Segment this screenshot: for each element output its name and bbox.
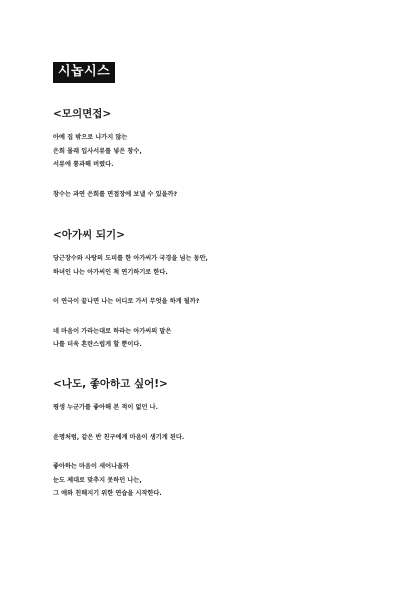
paragraph [53,460,373,501]
text-line: 눈도 제대로 맞추지 못하던 나는, [53,476,142,484]
paragraph [53,431,373,445]
section-becoming-lady [53,229,373,368]
text-line: 당근장수와 사랑의 도피를 한 아가씨가 국경을 넘는 동안, [53,255,208,262]
text-line: 서류에 통과해 버렸다. [53,161,114,168]
paragraph [53,401,373,415]
paragraph [53,131,373,172]
text-line: 나를 더욱 혼란스럽게 할 뿐이다. [53,341,142,348]
paragraph [53,295,373,309]
section-heading: <모의면접> [53,108,112,120]
paragraph [53,188,373,202]
text-line: 은희 몰래 입사서류를 넣은 창수, [53,147,142,155]
paragraph [53,325,373,352]
text-line: 그 애와 친해지기 위한 연습을 시작한다. [53,490,162,497]
text-line: 이 연극이 끝나면 나는 어디로 가서 무엇을 하게 될까? [53,298,200,305]
text-line: 네 마음이 가라는대로 하라는 아가씨의 말은 [53,327,172,335]
section-heading: <아가씨 되기> [53,229,125,241]
text-line: 좋아하는 마음이 새어나올까 [53,463,130,470]
section-heading: <나도, 좋아하고 싶어!> [53,378,168,390]
text-line: 하녀인 나는 아가씨인 척 연기하기로 한다. [53,268,168,276]
section-mock-interview [53,108,373,217]
paragraph [53,252,373,279]
page-title: 시놉시스 [53,62,115,83]
text-line: 아예 집 밖으로 나가지 않는 [53,134,128,141]
text-line: 평생 누군가를 좋아해 본 적이 없던 나. [53,404,158,411]
text-line: 운명처럼, 같은 반 친구에게 마음이 생기게 된다. [53,433,185,441]
section-want-to-like [53,378,373,517]
text-line: 창수는 과연 은희를 면접장에 보낼 수 있을까? [53,190,178,198]
